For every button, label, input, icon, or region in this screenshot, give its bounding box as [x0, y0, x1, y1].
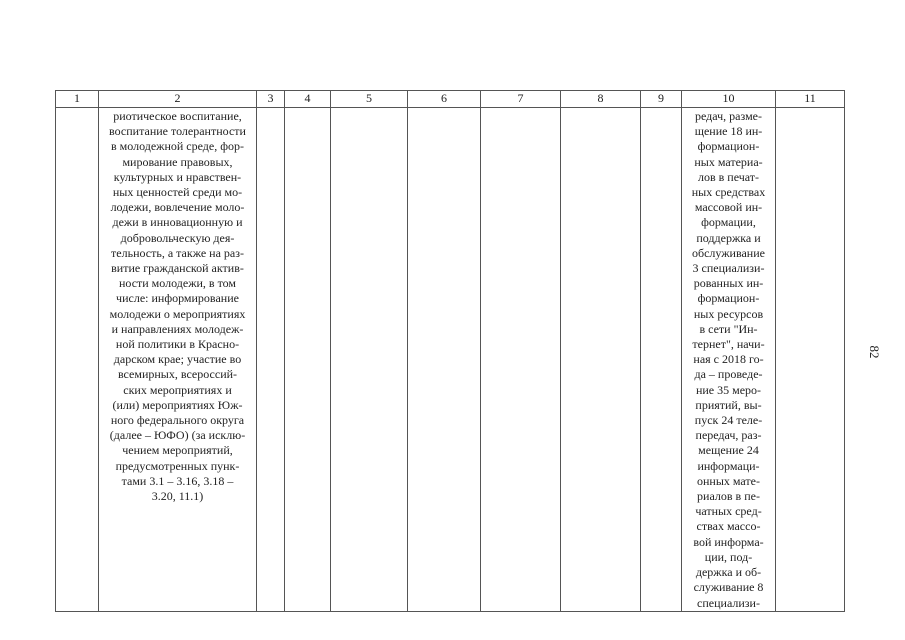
- result-text-line: лов в печат-: [697, 169, 760, 184]
- activity-text-line: ной политики в Красно-: [115, 337, 240, 352]
- result-text-line: ствах массо-: [696, 519, 761, 534]
- content-row: [56, 108, 845, 612]
- activity-text-line: ного федерального округа: [110, 413, 245, 428]
- activity-text-line: числе: информирование: [116, 291, 239, 306]
- cell-col-10: [682, 108, 776, 612]
- header-cell-6: 6: [408, 91, 481, 108]
- activity-text-line: витие гражданской актив-: [111, 261, 244, 276]
- activity-text-line: лодежи, вовлечение моло-: [110, 200, 245, 215]
- result-text-line: редач, разме-: [695, 109, 762, 123]
- cell-col-5: [331, 108, 408, 612]
- result-text-line: специализи-: [697, 595, 760, 610]
- result-text-line: ных средствах: [691, 185, 766, 200]
- activity-text-line: предусмотренных пунк-: [115, 458, 240, 473]
- activity-text-line: риотическое воспитание,: [113, 109, 242, 123]
- activity-text-line: дежи в инновационную и: [112, 215, 243, 230]
- header-row: [56, 91, 845, 108]
- result-text-line: чатных сред-: [695, 504, 762, 519]
- result-text-line: обслуживание: [692, 245, 765, 260]
- cell-col-1: [56, 108, 99, 612]
- header-cell-4: 4: [285, 91, 331, 108]
- result-text-line: передач, раз-: [695, 428, 762, 443]
- result-text-line: формацион-: [697, 139, 760, 154]
- header-cell-9: 9: [641, 91, 682, 108]
- result-text-line: тернет", начи-: [692, 337, 765, 352]
- result-text-line: вой информа-: [693, 534, 764, 549]
- activity-text-line: воспитание толерантности: [109, 124, 246, 139]
- cell-col-2: [99, 108, 257, 612]
- activity-text-line: в молодежной среде, фор-: [110, 139, 244, 154]
- result-description: [682, 108, 775, 611]
- header-cell-11: 11: [776, 91, 845, 108]
- result-text-line: поддержка и: [696, 230, 761, 245]
- header-cell-5: 5: [331, 91, 408, 108]
- result-text-line: приятий, вы-: [695, 397, 762, 412]
- activity-text-line: чением мероприятий,: [122, 443, 233, 458]
- header-cell-8: 8: [561, 91, 641, 108]
- cell-col-7: [481, 108, 561, 612]
- activity-text-line: ных ценностей среди мо-: [112, 185, 243, 200]
- result-text-line: формации,: [701, 215, 756, 230]
- activity-text-line: ских мероприятиях и: [123, 382, 232, 397]
- activity-text-line: дарском крае; участие во: [113, 352, 242, 367]
- result-text-line: в сети "Ин-: [699, 321, 758, 336]
- cell-col-6: [408, 108, 481, 612]
- activity-text-line: и направлениях молодеж-: [111, 321, 244, 336]
- result-text-line: информаци-: [697, 458, 760, 473]
- activity-text-line: 3.20, 11.1): [151, 489, 204, 504]
- activity-text-line: (или) мероприятиях Юж-: [112, 397, 243, 412]
- header-cell-1: 1: [56, 91, 99, 108]
- activity-text-line: тами 3.1 – 3.16, 3.18 –: [121, 473, 234, 488]
- activity-text-line: тельность, а также на раз-: [111, 245, 244, 260]
- header-cell-10: 10: [682, 91, 776, 108]
- result-text-line: служивание 8: [693, 580, 764, 595]
- result-text-line: да – проведе-: [694, 367, 763, 382]
- cell-col-9: [641, 108, 682, 612]
- cell-col-8: [561, 108, 641, 612]
- result-text-line: риалов в пе-: [697, 489, 760, 504]
- cell-col-11: [776, 108, 845, 612]
- result-text-line: ние 35 меро-: [695, 382, 762, 397]
- header-cell-3: 3: [257, 91, 285, 108]
- cell-col-4: [285, 108, 331, 612]
- result-text-line: 3 специализи-: [692, 261, 765, 276]
- result-text-line: ная с 2018 го-: [693, 352, 764, 367]
- result-text-line: онных мате-: [697, 473, 760, 488]
- activity-text-line: культурных и нравствен-: [113, 169, 242, 184]
- result-text-line: рованных ин-: [693, 276, 764, 291]
- result-text-line: держка и об-: [695, 565, 762, 580]
- header-cell-2: 2: [99, 91, 257, 108]
- activity-text-line: добровольческую дея-: [120, 230, 235, 245]
- page-number: 82: [867, 345, 882, 359]
- cell-col-3: [257, 108, 285, 612]
- activity-description: [99, 108, 256, 504]
- activity-text-line: мирование правовых,: [122, 154, 233, 169]
- result-text-line: щение 18 ин-: [694, 124, 763, 139]
- result-text-line: ции, под-: [704, 549, 753, 564]
- result-text-line: формацион-: [697, 291, 760, 306]
- result-text-line: ных ресурсов: [693, 306, 764, 321]
- activity-text-line: молодежи о мероприятиях: [109, 306, 246, 321]
- activity-text-line: (далее – ЮФО) (за исклю-: [109, 428, 246, 443]
- result-text-line: массовой ин-: [694, 200, 763, 215]
- activity-text-line: всемирных, всероссий-: [117, 367, 238, 382]
- activity-text-line: ности молодежи, в том: [118, 276, 237, 291]
- header-cell-7: 7: [481, 91, 561, 108]
- result-text-line: ных материа-: [694, 154, 763, 169]
- result-text-line: мещение 24: [698, 443, 759, 458]
- document-table: [55, 90, 845, 612]
- result-text-line: пуск 24 теле-: [694, 413, 763, 428]
